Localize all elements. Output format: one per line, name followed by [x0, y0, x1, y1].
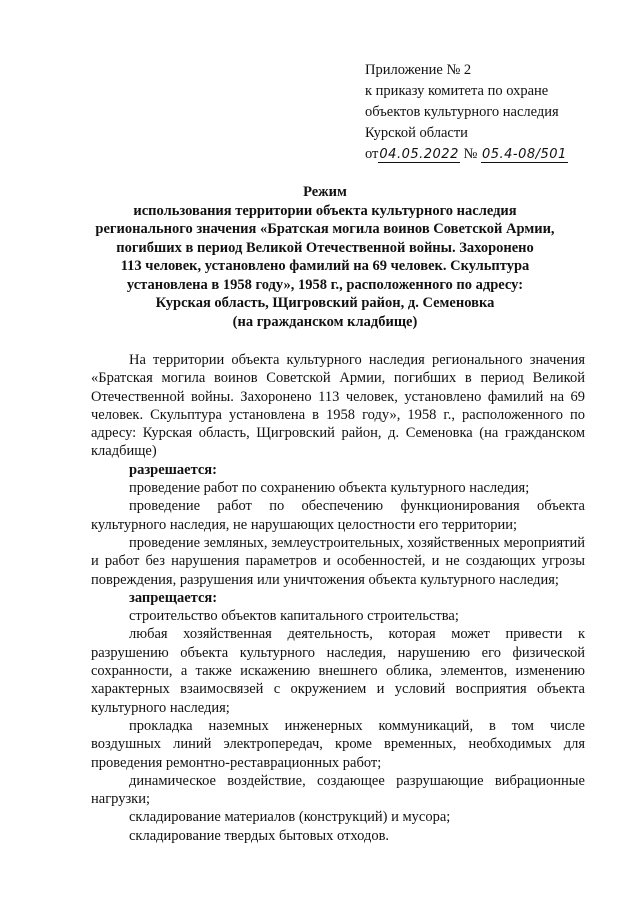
handwritten-order-number: 05.4-08/501 [481, 147, 567, 162]
forbidden-item: динамическое воздействие, создающее разрушающие вибрационные нагрузки; [91, 772, 585, 808]
title-line: регионального значения «Братская могила воинов Советской Армии, [95, 221, 555, 237]
appendix-committee: объектов культурного наследия [365, 104, 559, 120]
document-body [91, 351, 585, 845]
appendix-order-ref: к приказу комитета по охране [365, 83, 549, 99]
handwritten-date: 04.05.2022 [379, 147, 459, 162]
document-title [60, 183, 590, 331]
forbidden-item: складирование твердых бытовых отходов. [129, 827, 390, 844]
forbidden-item: складирование материалов (конструкций) и мусора; [129, 809, 451, 826]
title-line: установлена в 1958 году», 1958 г., расположенного по адресу: [126, 276, 524, 293]
appendix-number: Приложение № 2 [365, 62, 472, 78]
allowed-item: проведение работ по обеспечению функционирования объекта культурного наследия, не нарушающих целостности его территории; [91, 498, 585, 533]
title-line: погибших в период Великой Отечественной войны. Захоронено [116, 239, 534, 256]
intro-paragraph: На территории объекта культурного наследия регионального значения «Братская могила воинов Советской Армии, погибших в период Великой Отечественной войны. Захоронено 113 человек, установлено фамилий на 69 человек. Скульптура установлена в 1958 году», 1958 г., расположенного по адресу: Курская область, Щигровский район, д. Семеновка (на гражданском кладбище) [91, 352, 585, 460]
allowed-heading: разрешается: [129, 461, 217, 478]
title-line: (на гражданском кладбище) [232, 313, 418, 330]
allowed-item: проведение работ по сохранению объекта культурного наследия; [129, 480, 530, 497]
forbidden-item: любая хозяйственная деятельность, которая может привести к разрушению объекта культурного наследия, нарушению его физической сохранности, а также искажению внешнего облика, элементов, изменению характерных взаимосвязей с окружением и условий восприятия объекта культурного наследия; [91, 626, 585, 716]
title-line: использования территории объекта культурного наследия [133, 202, 517, 219]
forbidden-item: строительство объектов капитального строительства; [129, 608, 459, 625]
number-prefix: № [463, 146, 478, 162]
title-line: 113 человек, установлено фамилий на 69 человек. Скульптура [120, 258, 530, 274]
date-prefix: от [365, 146, 379, 162]
title-heading: Режим [303, 184, 347, 200]
appendix-block [365, 60, 630, 165]
forbidden-heading: запрещается: [129, 589, 218, 606]
appendix-date-line [365, 144, 630, 165]
title-line: Курская область, Щигровский район, д. Семеновка [155, 295, 495, 311]
appendix-region: Курской области [365, 125, 468, 141]
allowed-item: проведение земляных, землеустроительных, хозяйственных мероприятий и работ без нарушения параметров и особенностей, и не создающих угрозы повреждения, разрушения или уничтожения объекта культурного наследия; [91, 534, 585, 588]
forbidden-item: прокладка наземных инженерных коммуникаций, в том числе воздушных линий электропередач, кроме временных, необходимых для проведения ремонтно-реставрационных работ; [91, 717, 585, 771]
